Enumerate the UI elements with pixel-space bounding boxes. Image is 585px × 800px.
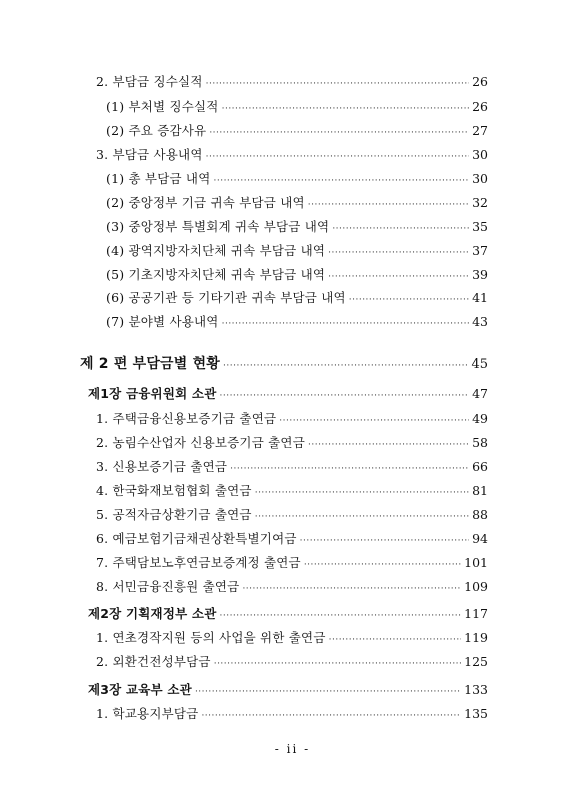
dot-leader (332, 224, 469, 234)
toc-entry-label: (4) 광역지방자치단체 귀속 부담금 내역 (106, 243, 326, 258)
dot-leader (308, 440, 469, 450)
toc-entry-page: 135 (464, 706, 488, 721)
toc-entry[interactable] (106, 97, 488, 115)
toc-chapter-label: 제3장 교육부 소관 (88, 682, 192, 697)
toc-entry-label: (5) 기초지방자치단체 귀속 부담금 내역 (106, 267, 326, 282)
dot-leader (195, 687, 461, 697)
dot-leader (222, 319, 470, 329)
toc-entry[interactable] (106, 217, 488, 235)
toc-entry-page: 37 (472, 243, 488, 258)
toc-entry-page: 88 (472, 507, 488, 522)
dot-leader (206, 152, 469, 162)
toc-entry[interactable] (106, 288, 488, 306)
toc-entry-page: 49 (472, 411, 488, 426)
dot-leader (206, 79, 469, 89)
toc-entry[interactable] (96, 577, 488, 595)
toc-entry-label: (7) 분야별 사용내역 (106, 314, 219, 329)
dot-leader (304, 560, 461, 570)
toc-entry-page: 66 (472, 459, 488, 474)
toc-entry-label: (3) 중앙정부 특별회계 귀속 부담금 내역 (106, 219, 330, 234)
toc-entry[interactable] (96, 628, 488, 646)
toc-entry-label: (2) 주요 증감사유 (106, 123, 207, 138)
toc-entry[interactable] (106, 169, 488, 187)
toc-entry[interactable] (96, 145, 488, 163)
toc-entry-label: 2. 부담금 징수실적 (96, 74, 203, 89)
dot-leader (214, 659, 461, 669)
toc-entry-page: 81 (472, 483, 488, 498)
toc-entry-label: 3. 신용보증기금 출연금 (96, 459, 228, 474)
toc-entry-label: 4. 한국화재보험협회 출연금 (96, 483, 252, 498)
toc-entry[interactable] (106, 312, 488, 330)
toc-entry-label: 1. 주택금융신용보증기금 출연금 (96, 411, 277, 426)
toc-chapter-label: 제2장 기획재정부 소관 (88, 606, 217, 621)
toc-part-label: 제 2 편 부담금별 현황 (80, 356, 221, 372)
toc-entry[interactable] (96, 72, 488, 90)
toc-entry[interactable] (96, 433, 488, 451)
dot-leader (349, 295, 469, 305)
dot-leader (328, 248, 469, 258)
toc-chapter-heading[interactable] (88, 384, 488, 402)
toc-entry[interactable] (106, 193, 488, 211)
toc-entry[interactable] (96, 553, 488, 571)
toc-entry-page: 30 (472, 147, 488, 162)
toc-entry-page: 101 (464, 555, 488, 570)
toc-entry-label: 2. 외환건전성부담금 (96, 654, 211, 669)
toc-entry-label: 1. 학교용지부담금 (96, 706, 199, 721)
toc-chapter-page: 117 (464, 606, 488, 621)
toc-entry-page: 32 (472, 195, 488, 210)
dot-leader (213, 176, 469, 186)
dot-leader (255, 512, 469, 522)
toc-entry-label: 5. 공적자금상환기금 출연금 (96, 507, 252, 522)
toc-entry[interactable] (106, 265, 488, 283)
toc-entry-page: 27 (472, 123, 488, 138)
dot-leader (223, 361, 468, 371)
dot-leader (279, 416, 469, 426)
toc-entry-page: 109 (464, 579, 488, 594)
page-number: - ii - (274, 742, 311, 756)
toc-entry[interactable] (96, 481, 488, 499)
toc-entry[interactable] (96, 457, 488, 475)
toc-entry-page: 26 (472, 74, 488, 89)
toc-entry-label: 6. 예금보험기금채권상환특별기여금 (96, 531, 297, 546)
dot-leader (300, 536, 469, 546)
dot-leader (209, 128, 469, 138)
toc-entry-page: 94 (472, 531, 488, 546)
dot-leader (219, 391, 469, 401)
toc-entry-label: (1) 총 부담금 내역 (106, 171, 211, 186)
toc-entry[interactable] (106, 121, 488, 139)
toc-entry-label: (2) 중앙정부 기금 귀속 부담금 내역 (106, 195, 305, 210)
dot-leader (230, 464, 469, 474)
dot-leader (222, 104, 470, 114)
toc-chapter-label: 제1장 금융위원회 소관 (88, 386, 217, 401)
toc-entry[interactable] (106, 241, 488, 259)
toc-entry-page: 125 (464, 654, 488, 669)
dot-leader (219, 611, 461, 621)
dot-leader (329, 635, 462, 645)
toc-chapter-heading[interactable] (88, 604, 488, 622)
toc-entry[interactable] (96, 409, 488, 427)
toc-entry-page: 39 (472, 267, 488, 282)
dot-leader (308, 200, 469, 210)
toc-entry-label: (1) 부처별 징수실적 (106, 99, 219, 114)
toc-part-heading[interactable] (80, 353, 488, 373)
toc-entry-label: 1. 연초경작지원 등의 사업을 위한 출연금 (96, 630, 326, 645)
toc-entry-page: 43 (472, 314, 488, 329)
toc-entry[interactable] (96, 652, 488, 670)
toc-entry-page: 119 (464, 630, 488, 645)
toc-entry-page: 58 (472, 435, 488, 450)
toc-entry-label: (6) 공공기관 등 기타기관 귀속 부담금 내역 (106, 290, 346, 305)
toc-entry-label: 3. 부담금 사용내역 (96, 147, 203, 162)
toc-chapter-page: 47 (472, 386, 488, 401)
dot-leader (328, 272, 469, 282)
toc-entry-page: 41 (472, 290, 488, 305)
toc-entry-page: 26 (472, 99, 488, 114)
toc-entry[interactable] (96, 704, 488, 722)
toc-entry-page: 30 (472, 171, 488, 186)
toc-entry[interactable] (96, 529, 488, 547)
toc-entry-label: 8. 서민금융진흥원 출연금 (96, 579, 240, 594)
toc-entry-label: 7. 주택담보노후연금보증계정 출연금 (96, 555, 301, 570)
dot-leader (242, 584, 461, 594)
toc-part-page: 45 (471, 357, 488, 372)
toc-chapter-heading[interactable] (88, 680, 488, 698)
toc-entry[interactable] (96, 505, 488, 523)
toc-chapter-page: 133 (464, 682, 488, 697)
toc-entry-label: 2. 농림수산업자 신용보증기금 출연금 (96, 435, 305, 450)
dot-leader (201, 711, 461, 721)
dot-leader (255, 488, 469, 498)
toc-entry-page: 35 (472, 219, 488, 234)
